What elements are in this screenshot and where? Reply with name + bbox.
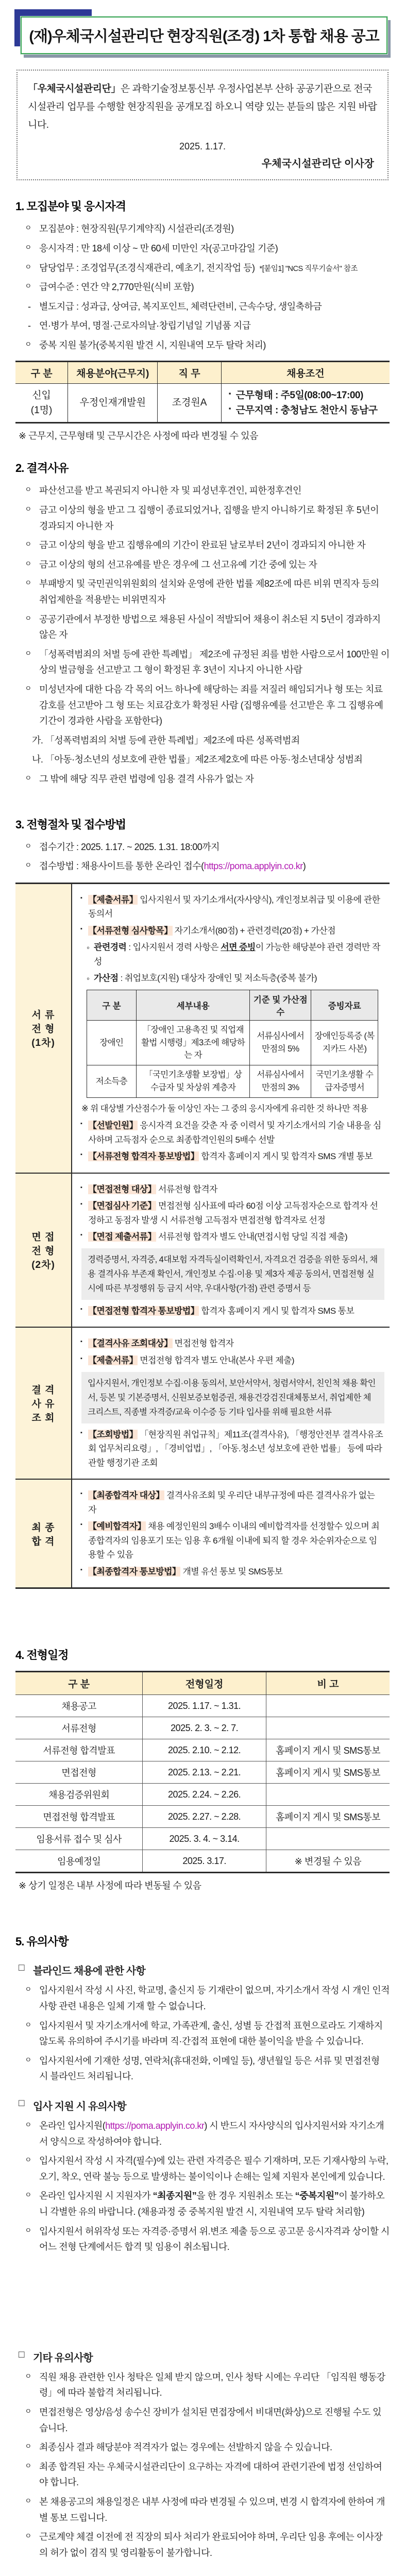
tag-label: 【결격사유 조회대상】 <box>88 1338 173 1349</box>
line-text: 채용 예정인원의 3배수 이내의 예비합격자를 선정할수 있으며 최종합격자의 임용포기 또는 임용 후 6개월 이내에 퇴직 할 경우 차순위자순으로 임용할 수 있음 <box>88 1521 380 1560</box>
list-item: ㅇ 직원 채용 관련한 인사 청탁은 일체 받지 않으며, 인사 청탁 시에는 우리단 「임직원 행동강령」에 따라 불합격 처리됩니다. <box>15 2369 390 2401</box>
column-header: 구 분 <box>15 1672 143 1695</box>
list-subitem: 가. 「성폭력범죄의 처벌 등에 관한 특례법」제2조에 따른 성폭력범죄 <box>32 735 300 745</box>
process-line <box>80 1304 384 1318</box>
tag-label: 【제출서류】 <box>88 894 138 905</box>
list-item: ㅇ 근로계약 체결 이전에 전 직장의 퇴사 처리가 완료되어야 하며, 우리단 임용 후에는 이사장의 허가 없이 겸직 및 영리활동이 불가합니다. <box>15 2529 390 2561</box>
list-item: ㅇ 응시자격 : 만 18세 이상 ~ 만 60세 미만인 자(공고마감일 기준) <box>15 241 390 257</box>
schedule-remark: 홈페이지 게시 및 SMS통보 <box>266 1739 390 1761</box>
column-header: 구 분 <box>15 361 68 383</box>
line-text: 응시자격 요건을 갖춘 자 중 이력서 및 자기소개서의 기술 내용을 심사하며 고득점자 순으로 최종합격인원의 5배수 선발 <box>88 1121 381 1145</box>
tag-label: 【최종합격자 대상】 <box>88 1490 164 1501</box>
list-item: - 연·병가 부여, 명절·근로자의날·창립기념일 기념품 지급 <box>15 318 390 334</box>
schedule-remark: 홈페이지 게시 및 SMS통보 <box>266 1761 390 1784</box>
process-table <box>15 883 390 1589</box>
schedule-dates: 2025. 2.24. ~ 2.26. <box>143 1784 266 1806</box>
list-item: ㅇ 입사지원서 작성 시 자격(필수)에 있는 관련 자격증은 필수 기재하며, 모든 기재사항의 누락, 오기, 착오, 연락 불능 등으로 발생하는 불이익이나 손해는 일체 지원자 본인에게 있습니다. <box>15 2153 390 2184</box>
list-item: ㅇ 입사지원서 허위작성 또는 자격증·증명서 위.변조 제출 등으로 공고문 응시자격과 상이할 시 어느 전형 단계에서든 합격 및 임용이 취소됩니다. <box>15 2224 390 2255</box>
tag-label: 【최종합격자 통보방법】 <box>88 1566 181 1577</box>
schedule-stage: 면접전형 <box>15 1761 143 1784</box>
bonus-cell: 서류심사에서 만점의 3% <box>250 1065 311 1098</box>
process-row-disqualification <box>15 1327 390 1479</box>
tag-label: 【조회방법】 <box>88 1429 138 1439</box>
apply-method-text: 접수방법 : 채용사이트를 통한 온라인 접수( <box>39 861 204 872</box>
intro-org-name: 「우체국시설관리단」 <box>28 83 121 94</box>
document-return-heading <box>19 2574 390 2576</box>
list-item: ㅇ 금고 이상의 형을 받고 집행유예의 기간이 완료된 날로부터 2년이 경과되지 아니한 자 <box>15 537 390 553</box>
line-text: 을 한 경우 지원취소 또는 <box>196 2191 295 2201</box>
schedule-remark <box>266 1717 390 1739</box>
bonus-cell: 「국민기초생활 보장법」상 수급자 및 차상위 계층자 <box>136 1065 250 1098</box>
list-item: ㅇ 금고 이상의 형의 선고유예를 받은 경우에 그 선고유예 기간 중에 있는 자 <box>15 557 390 573</box>
cell-conditions <box>221 383 390 423</box>
section2-heading: 2. 결격사유 <box>15 462 69 475</box>
other-notes-heading: □ 기타 유의사항 <box>19 2349 390 2364</box>
line-text: 서류전형 합격자 별도 안내(면접시험 당일 직접 제출) <box>156 1232 348 1242</box>
table-row <box>15 1850 390 1873</box>
line-label: 가산점 <box>94 973 119 984</box>
process-line <box>80 1519 384 1562</box>
stage-label-line: 면 접 <box>31 1232 55 1243</box>
line-text: : 입사지원서 경력 사항은 <box>126 942 221 953</box>
list-item: ㅇ 부패방지 및 국민권익위원회의 설치와 운영에 관한 법률 제82조에 따른 비위 면직자 등의 취업제한을 적용받는 비위면직자 <box>15 576 390 607</box>
list-item: ㅇ 입사지원서 및 자기소개서에 학교, 가족관계, 출신, 성별 등 간접적 표현으로라도 기재하지 않도록 유의하여 주시기를 바라며 직·간접적 표현에 대한 불이익을 받을 수 있습니다. <box>15 2018 390 2049</box>
stage-label <box>15 1173 72 1328</box>
list-item: - 별도지급 : 성과급, 상여금, 복지포인트, 체력단련비, 근속수당, 생일축하금 <box>15 299 390 315</box>
table-row <box>15 383 390 423</box>
list-item: ㅇ 금고 이상의 형을 받고 그 집행이 종료되었거나, 집행을 받지 아니하기로 확정된 후 5년이 경과되지 아니한 자 <box>15 502 390 534</box>
bonus-note: ※ 위 대상별 가산점수가 둘 이상인 자는 그 중의 응시자에게 유리한 것 하나만 적용 <box>81 1104 368 1113</box>
line-text: 온라인 입사지원 시 지원자가 <box>39 2191 153 2201</box>
line-text: 이 가능한 해당분야 관련 경력만 작성 <box>94 942 380 967</box>
schedule-stage: 채용검증위원회 <box>15 1784 143 1806</box>
column-header: 기준 및 가산점수 <box>250 990 311 1020</box>
intro-text: 은 과학기술정보통신부 우정사업본부 산하 공공기관으로 전국 시설관리 업무를 수행할 현장직원을 공개모집 하오니 역량 있는 분들의 많은 지원 바랍니다. <box>28 83 377 131</box>
table-row <box>15 1739 390 1761</box>
schedule-dates: 2025. 2.13. ~ 2.21. <box>143 1761 266 1784</box>
line-label: 관련경력 <box>94 942 127 953</box>
recruit-table <box>15 361 390 424</box>
list-item: ㅇ 공공기관에서 부정한 방법으로 채용된 사실이 적발되어 채용이 취소된 지 5년이 경과하지 않은 자 <box>15 612 390 643</box>
cell-category <box>15 383 68 423</box>
table-note: ※ 근무지, 근무형태 및 근무시간은 사정에 따라 변경될 수 있음 <box>19 431 258 442</box>
section3-heading: 3. 전형절차 및 접수방법 <box>15 818 126 831</box>
final-submit-emphasis: “최종지원” <box>153 2191 197 2201</box>
table-row <box>15 1806 390 1828</box>
line-text: ) 시 반드시 자사양식의 입사지원서와 자기소개서 양식으로 작성하여야 합니다. <box>39 2121 384 2147</box>
stage-label-line: 전 형 <box>31 1246 55 1257</box>
cell-line: 신입 <box>32 389 51 401</box>
line-text: 합격자 홈페이지 게시 및 합격자 SMS 개별 통보 <box>199 1151 373 1162</box>
column-header: 비 고 <box>266 1672 390 1695</box>
process-line <box>80 1353 384 1368</box>
process-line <box>80 1118 384 1147</box>
schedule-dates: 2025. 3. 4. ~ 3.14. <box>143 1828 266 1850</box>
stage-label <box>15 883 72 1173</box>
schedule-remark <box>266 1695 390 1717</box>
column-header: 증빙자료 <box>311 990 378 1020</box>
bonus-row <box>87 1065 378 1098</box>
process-line <box>80 924 384 938</box>
tag-label: 【면접전형 합격자 통보방법】 <box>88 1306 199 1316</box>
line-text: 이 불가하오니 각별한 유의 바랍니다. (채용과정 중 중복지원 발견 시, 지원내역 모두 탈락 처리함) <box>39 2191 385 2217</box>
tag-label: 【면접 제출서류】 <box>88 1232 156 1242</box>
schedule-stage: 서류전형 <box>15 1717 143 1739</box>
cell-workplace: 우정인재개발원 <box>68 383 158 423</box>
schedule-dates: 2025. 2. 3. ~ 2. 7. <box>143 1717 266 1739</box>
intro-box <box>16 70 389 180</box>
bonus-table <box>87 990 378 1098</box>
apply-url-link[interactable]: https://poma.applyin.co.kr <box>105 2121 205 2131</box>
process-line <box>80 1149 384 1164</box>
stage-label-line: (2차) <box>31 1260 55 1271</box>
documents-box: 입사지원서, 개인정보 수집·이용 동의서, 보안서약서, 청렴서약서, 친인척 채용 확인서, 등본 및 기본증명서, 신원보증보험증권, 채용건강검진대체통보서, 취업제한 체크리스트, 직종별 자격증/교육 이수증 등 기타 입사를 위해 필요한 서류 <box>81 1372 384 1423</box>
list-item: ㅇ 급여수준 : 연간 약 2,770만원(식비 포함) <box>15 279 390 295</box>
line-text: 입사지원서 및 자기소개서(자사양식), 개인정보취급 및 이용에 관한 동의서 <box>88 894 380 919</box>
process-line <box>80 940 384 969</box>
column-header: 구 분 <box>87 990 136 1020</box>
table-row <box>15 1784 390 1806</box>
process-line <box>80 971 384 986</box>
stage-body <box>72 883 390 1173</box>
stage-label-line: 서 류 <box>31 1010 55 1021</box>
process-row-final <box>15 1479 390 1588</box>
bonus-cell: 장애인 <box>87 1020 136 1065</box>
line-text: 합격자 홈페이지 게시 및 합격자 SMS 통보 <box>199 1306 355 1316</box>
section5-heading: 5. 유의사항 <box>15 1935 69 1948</box>
tag-label: 【면접심사 기준】 <box>88 1201 156 1211</box>
condition-line: ▪ 근무지역 : 충청남도 천안시 동남구 <box>229 403 386 418</box>
intro-paragraph <box>28 80 377 134</box>
column-header: 채용분야(근무지) <box>68 361 158 383</box>
line-text: 개별 유선 통보 및 SMS통보 <box>180 1566 283 1577</box>
schedule-note: ※ 상기 일정은 내부 사정에 따라 변동될 수 있음 <box>19 1880 201 1891</box>
schedule-dates: 2025. 2.27. ~ 2.28. <box>143 1806 266 1828</box>
process-line <box>80 1428 384 1470</box>
tag-label: 【예비합격자】 <box>88 1521 146 1532</box>
cell-job: 조경원A <box>158 383 221 423</box>
schedule-remark <box>266 1784 390 1806</box>
stage-label-line: 전 형 <box>31 1024 55 1035</box>
spacer <box>15 2259 390 2336</box>
list-item <box>15 2118 390 2149</box>
list-item: ㅇ 본 채용공고의 채용일정은 내부 사정에 따라 변경될 수 있으며, 변경 시 합격자에 한하여 개별 통보 드립니다. <box>15 2494 390 2526</box>
line-text: : 취업보호(지원) 대상자 장애인 및 저소득층(중복 불가) <box>118 973 317 984</box>
stage-label <box>15 1327 72 1479</box>
list-item <box>15 260 390 276</box>
process-row-document <box>15 883 390 1173</box>
bonus-row <box>87 1020 378 1065</box>
stage-label-line: (1차) <box>31 1038 55 1049</box>
column-header: 세부내용 <box>136 990 250 1020</box>
tag-label: 【제출서류】 <box>88 1355 138 1365</box>
intro-date: 2025. 1.17. <box>179 141 226 152</box>
stage-label <box>15 1479 72 1588</box>
tag-label: 【선발인원】 <box>88 1121 138 1131</box>
schedule-dates: 2025. 3.17. <box>143 1850 266 1873</box>
line-text: 면접전형 합격자 <box>172 1338 234 1349</box>
table-header-row <box>15 361 390 383</box>
list-item: ㅇ 중복 지원 불가(중복지원 발견 시, 지원내역 모두 탈락 처리) <box>15 337 390 353</box>
page-title: (재)우체국시설관리단 현장직원(조경) 1차 통합 채용 공고 <box>29 28 379 45</box>
process-line <box>80 1488 384 1517</box>
table-row <box>15 1828 390 1850</box>
list-item: ㅇ 파산선고를 받고 복권되지 아니한 자 및 피성년후견인, 피한정후견인 <box>15 483 390 499</box>
process-line <box>80 1565 384 1579</box>
stage-label-line: 조 회 <box>31 1413 55 1424</box>
schedule-table <box>15 1671 390 1873</box>
schedule-remark: ※ 변경될 수 있음 <box>266 1850 390 1873</box>
blind-hiring-heading: □ 블라인드 채용에 관한 사항 <box>19 1962 390 1977</box>
list-item: ㅇ 최종심사 결과 해당분야 적격자가 없는 경우에는 선발하지 않을 수 있습니다. <box>15 2439 390 2455</box>
schedule-stage: 임용서류 접수 및 심사 <box>15 1828 143 1850</box>
documents-box: 경력증명서, 자격증, 4대보험 자격득실이력확인서, 자격요건 검증을 위한 동의서, 채용 결격사유 부존재 확인서, 개인정보 수집·이용 및 제3자 제공 동의서, 면접전형 실시에 따른 부정행위 등 금지 서약, 우대사항(가점) 관련 증명서 등 <box>81 1248 384 1300</box>
tag-label: 【서류전형 심사항목】 <box>88 925 173 936</box>
spacer <box>15 1593 390 1629</box>
schedule-stage: 면접전형 합격발표 <box>15 1806 143 1828</box>
stage-label-line: 결 격 <box>31 1385 55 1396</box>
process-line <box>80 893 384 921</box>
line-text: 「현장직원 취업규칙」제11조(결격사유), 「행정안전부 결격사유조회 업무처리요령」, 「경비업법」, 「아동.청소년 성보호에 관한 법률」 등에 따라 관할 행정기관 조회 <box>88 1429 383 1468</box>
list-item: ㅇ 미성년자에 대한 다음 각 목의 어느 하나에 해당하는 죄를 저질러 해임되거나 형 또는 치료감호를 선고받아 그 형 또는 치료감호가 확정된 사람 (집행유예를 선고받은 후 그 집행유예기간이 경과한 사람을 포함한다) <box>15 682 390 729</box>
schedule-dates: 2025. 2.10. ~ 2.12. <box>143 1739 266 1761</box>
list-item: ㅇ 입사지원서 작성 시 사진, 학교명, 출신지 등 기재란이 없으며, 자기소개서 작성 시 개인 인적 사항 관련 내용은 일체 기재 할 수 없습니다. <box>15 1982 390 2014</box>
schedule-stage: 서류전형 합격발표 <box>15 1739 143 1761</box>
stage-body <box>72 1327 390 1479</box>
bonus-cell: 서류심사에서 만점의 5% <box>250 1020 311 1065</box>
line-emphasis: 서면 증빙 <box>221 942 256 953</box>
process-line <box>80 1199 384 1227</box>
list-item: ㅇ 「성폭력범죄의 처벌 등에 관한 특례법」 제2조에 규정된 죄를 범한 사람으로서 100만원 이상의 벌금형을 선고받고 그 형이 확정된 후 3년이 지나지 아니한 사람 <box>15 647 390 678</box>
application-notes-heading: □ 입사 지원 시 유의사항 <box>19 2098 390 2113</box>
stage-label-line: 사 유 <box>31 1399 55 1410</box>
apply-method-text-end: ) <box>302 861 306 872</box>
stage-body <box>72 1479 390 1588</box>
table-header-row <box>15 1672 390 1695</box>
table-row <box>15 1695 390 1717</box>
tag-label: 【서류전형 합격자 통보방법】 <box>88 1151 199 1162</box>
attachment-ref: *[붙임1] "NCS 직무기술서" 참조 <box>259 264 358 273</box>
line-text: 면접전형 심사표에 따라 60점 이상 고득점자순으로 합격자 선정하고 동점자 발생 시 서류전형 고득점자 면접전형 합격자로 선정 <box>88 1201 378 1225</box>
list-item: ㅇ 모집분야 : 현장직원(무기계약직) 시설관리(조경원) <box>15 221 390 237</box>
table-row <box>15 1761 390 1784</box>
column-header: 채용조건 <box>221 361 390 383</box>
line-text: 온라인 입사지원( <box>39 2121 106 2131</box>
schedule-remark: 홈페이지 게시 및 SMS통보 <box>266 1806 390 1828</box>
line-text: 자기소개서(80점) + 관련경력(20점) + 가산점 <box>172 925 335 936</box>
schedule-dates: 2025. 1.17. ~ 1.31. <box>143 1695 266 1717</box>
section1-heading: 1. 모집분야 및 응시자격 <box>15 200 126 213</box>
bonus-cell: 저소득층 <box>87 1065 136 1098</box>
bonus-cell: 국민기초생활 수급자증명서 <box>311 1065 378 1098</box>
bonus-header-row <box>87 990 378 1020</box>
process-line <box>80 1336 384 1351</box>
duty-text: 담당업무 : 조경업무(조경식재관리, 예초기, 전지작업 등) <box>39 262 255 273</box>
line-text: 결격사유조회 및 우리단 내부규정에 따른 결격사유가 없는 자 <box>88 1490 375 1515</box>
intro-signer: 우체국시설관리단 이사장 <box>261 158 374 170</box>
list-subitem: 나. 「아동·청소년의 성보호에 관한 법률」제2조제2호에 따른 아동·청소년대상 성범죄 <box>32 754 363 765</box>
condition-line: ▪ 근무형태 : 주5일(08:00~17:00) <box>229 388 386 403</box>
apply-url-link[interactable]: https://poma.applyin.co.kr <box>204 861 303 872</box>
list-item: ㅇ 최종 합격된 자는 우체국시설관리단이 요구하는 자격에 대하여 관련기관에 법정 선임하여야 합니다. <box>15 2459 390 2490</box>
list-item: ㅇ 그 밖에 해당 직무 관련 법령에 임용 결격 사유가 없는 자 <box>15 771 390 787</box>
schedule-stage: 임용예정일 <box>15 1850 143 1873</box>
section4-heading: 4. 전형일정 <box>15 1649 69 1662</box>
schedule-remark <box>266 1828 390 1850</box>
bonus-cell: 장애인등록증 (복지카드 사본) <box>311 1020 378 1065</box>
table-row <box>15 1717 390 1739</box>
duplicate-apply-emphasis: “중복지원” <box>295 2191 339 2201</box>
schedule-stage: 채용공고 <box>15 1695 143 1717</box>
stage-label-line: 합 격 <box>31 1536 55 1547</box>
list-item <box>15 858 390 874</box>
stage-label-line: 최 종 <box>31 1522 55 1533</box>
list-item: ㅇ 입사지원서에 기재한 성명, 연락처(휴대전화, 이메일 등), 생년월일 등은 서류 및 면접전형 시 블라인드 처리됩니다. <box>15 2053 390 2084</box>
column-header: 전형일정 <box>143 1672 266 1695</box>
spacer <box>15 1895 390 1916</box>
column-header: 직 무 <box>158 361 221 383</box>
bonus-cell: 「장애인 고용촉진 및 직업재활법 시행령」제3조에 해당하는 자 <box>136 1020 250 1065</box>
title-box <box>21 16 387 54</box>
line-text: 서류전형 합격자 <box>156 1184 217 1194</box>
line-text: 면접전형 합격자 별도 안내(본사 우편 제출) <box>138 1355 294 1365</box>
process-line <box>80 1230 384 1244</box>
list-item: ㅇ 접수기간 : 2025. 1.17. ~ 2025. 1.31. 18:00까지 <box>15 839 390 855</box>
tag-label: 【면접전형 대상】 <box>88 1184 156 1194</box>
stage-body <box>72 1173 390 1328</box>
list-item <box>15 2188 390 2219</box>
cell-line: (1명) <box>30 405 53 416</box>
list-item: ㅇ 면접전형은 영상/음성 송수신 장비가 설치된 면접장에서 비대면(화상)으로 진행될 수도 있습니다. <box>15 2404 390 2436</box>
process-line <box>80 1182 384 1197</box>
process-row-interview <box>15 1173 390 1328</box>
